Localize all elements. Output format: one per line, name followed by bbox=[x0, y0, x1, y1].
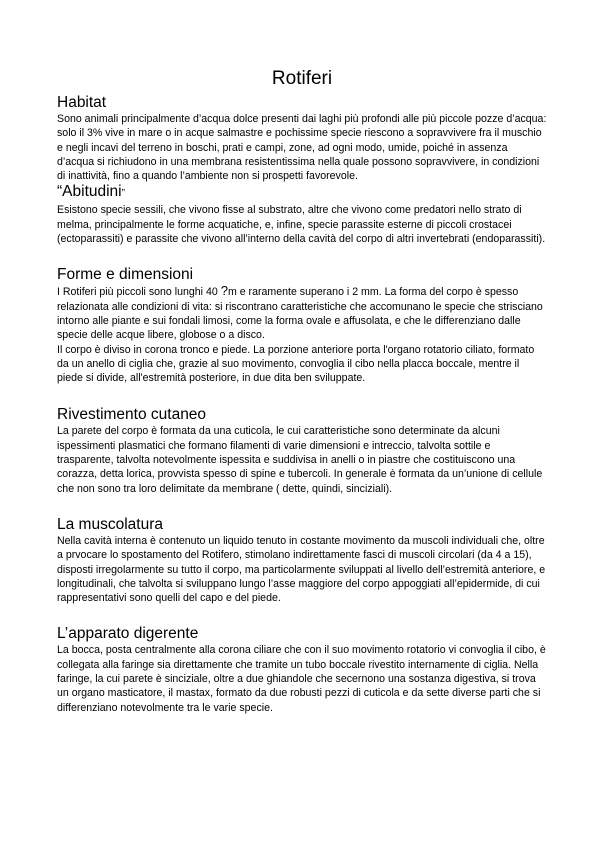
forme-unit-glyph: ? bbox=[220, 283, 228, 299]
paragraph-rivestimento-cutaneo: La parete del corpo è formata da una cuticola, le cui caratteristiche sono determinate da alcuni ispessimenti plasmatici che formano filamenti di varie dimensioni e intreccio, talvolta sottile e trasparente, talvolta notevolmente ispessita e suddivisa in anelli o in piastre che costituiscono una corazza, detta lorica, provvista spesso di spine e tubercoli. In generale è formata da un’unione di cellule che non sono tra loro delimitate da membrane ( dette, quindi, sinciziali). bbox=[57, 425, 543, 495]
document-content bbox=[57, 66, 547, 715]
paragraph-habitat: Sono animali principalmente d’acqua dolce presenti dai laghi più profondi alle più piccole pozze d’acqua: solo il 3% vive in mare o in acque salmastre e pochissime specie riescono a sopravvivere fra il muschio e negli incavi del terreno in boschi, prati e campi, zone, ad ogni modo, umide, poiché in assenza d’acqua si richiudono in una membrana resistentissima nella quale possono sopravvivere, in condizioni di inattività, fino a quando l’ambiente non si prospetti favorevole. bbox=[57, 113, 547, 183]
heading-abitudini-close-quote: ” bbox=[121, 188, 125, 200]
heading-rivestimento-cutaneo: Rivestimento cutaneo bbox=[57, 406, 207, 424]
paragraph-forme-dimensioni bbox=[57, 284, 547, 385]
forme-text-before: I Rotiferi più piccoli sono lunghi 40 bbox=[57, 286, 221, 299]
page-title: Rotiferi bbox=[271, 68, 333, 89]
heading-abitudini-text: “Abitudini bbox=[57, 183, 122, 201]
paragraph-abitudini: Esistono specie sessili, che vivono fisse al substrato, altre che vivono come predatori nello strato di melma, principalmente le forme acquatiche, e, infine, specie parassite esterne di piccoli crostacei (ectoparassiti) e parassite che vivono all’interno della cavità del corpo di altri invertebrati (endoparassiti). bbox=[57, 204, 546, 246]
heading-muscolatura: La muscolatura bbox=[57, 515, 163, 533]
heading-apparato-digerente: L’apparato digerente bbox=[57, 625, 199, 643]
paragraph-muscolatura: Nella cavità interna è contenuto un liquido tenuto in costante movimento da muscoli individuali che, oltre a prvocare lo spostamento del Rotifero, stimolano indirettamente fasci di muscoli circolari (da 4 a 15), disposti irregolarmente su tutto il corpo, ma particolarmente sviluppati al livello dell’estremità anteriore, e longitudinali, che talvolta si sviluppano lungo l’asse maggiore del corpo appoggiati all’epidermide, di cui rappresentativi sono quelli del capo e del piede. bbox=[57, 534, 546, 605]
forme-text-after: m e raramente superano i 2 mm. La forma del corpo è spesso relazionata alle condizioni di vita: si riscontrano caratteristiche che accomunano le specie che strisciano intorno alle piante e sui fondali limosi, come la forma ovale e affusolata, e che le differenziano dalle specie delle acque libere, globose o a disco. bbox=[57, 286, 543, 342]
paragraph-apparato-digerente: La bocca, posta centralmente alla corona ciliare che con il suo movimento rotatorio vi convoglia il cibo, è collegata alla faringe sia direttamente che tramite un tubo boccale rivestito internamente di ciglia. Nella faringe, la cui parete è sinciziale, oltre a due ghiandole che secernono una sostanza digestiva, si trova un organo masticatore, il mastax, formato da due robusti pezzi di cuticola e da sette diverse parti che si differenziano notevolmente tra le varie specie. bbox=[57, 644, 546, 714]
heading-abitudini bbox=[57, 183, 547, 203]
heading-habitat: Habitat bbox=[57, 94, 107, 111]
forme-text-second: Il corpo è diviso in corona tronco e piede. La porzione anteriore porta l'organo rotatorio ciliato, formato da un anello di ciglia che, grazie al suo movimento, convoglia il cibo nella placca boccale, mentre il piede si divide, all'estremità posteriore, in due dita ben sviluppate. bbox=[57, 343, 535, 385]
heading-forme-dimensioni: Forme e dimensioni bbox=[57, 266, 194, 284]
